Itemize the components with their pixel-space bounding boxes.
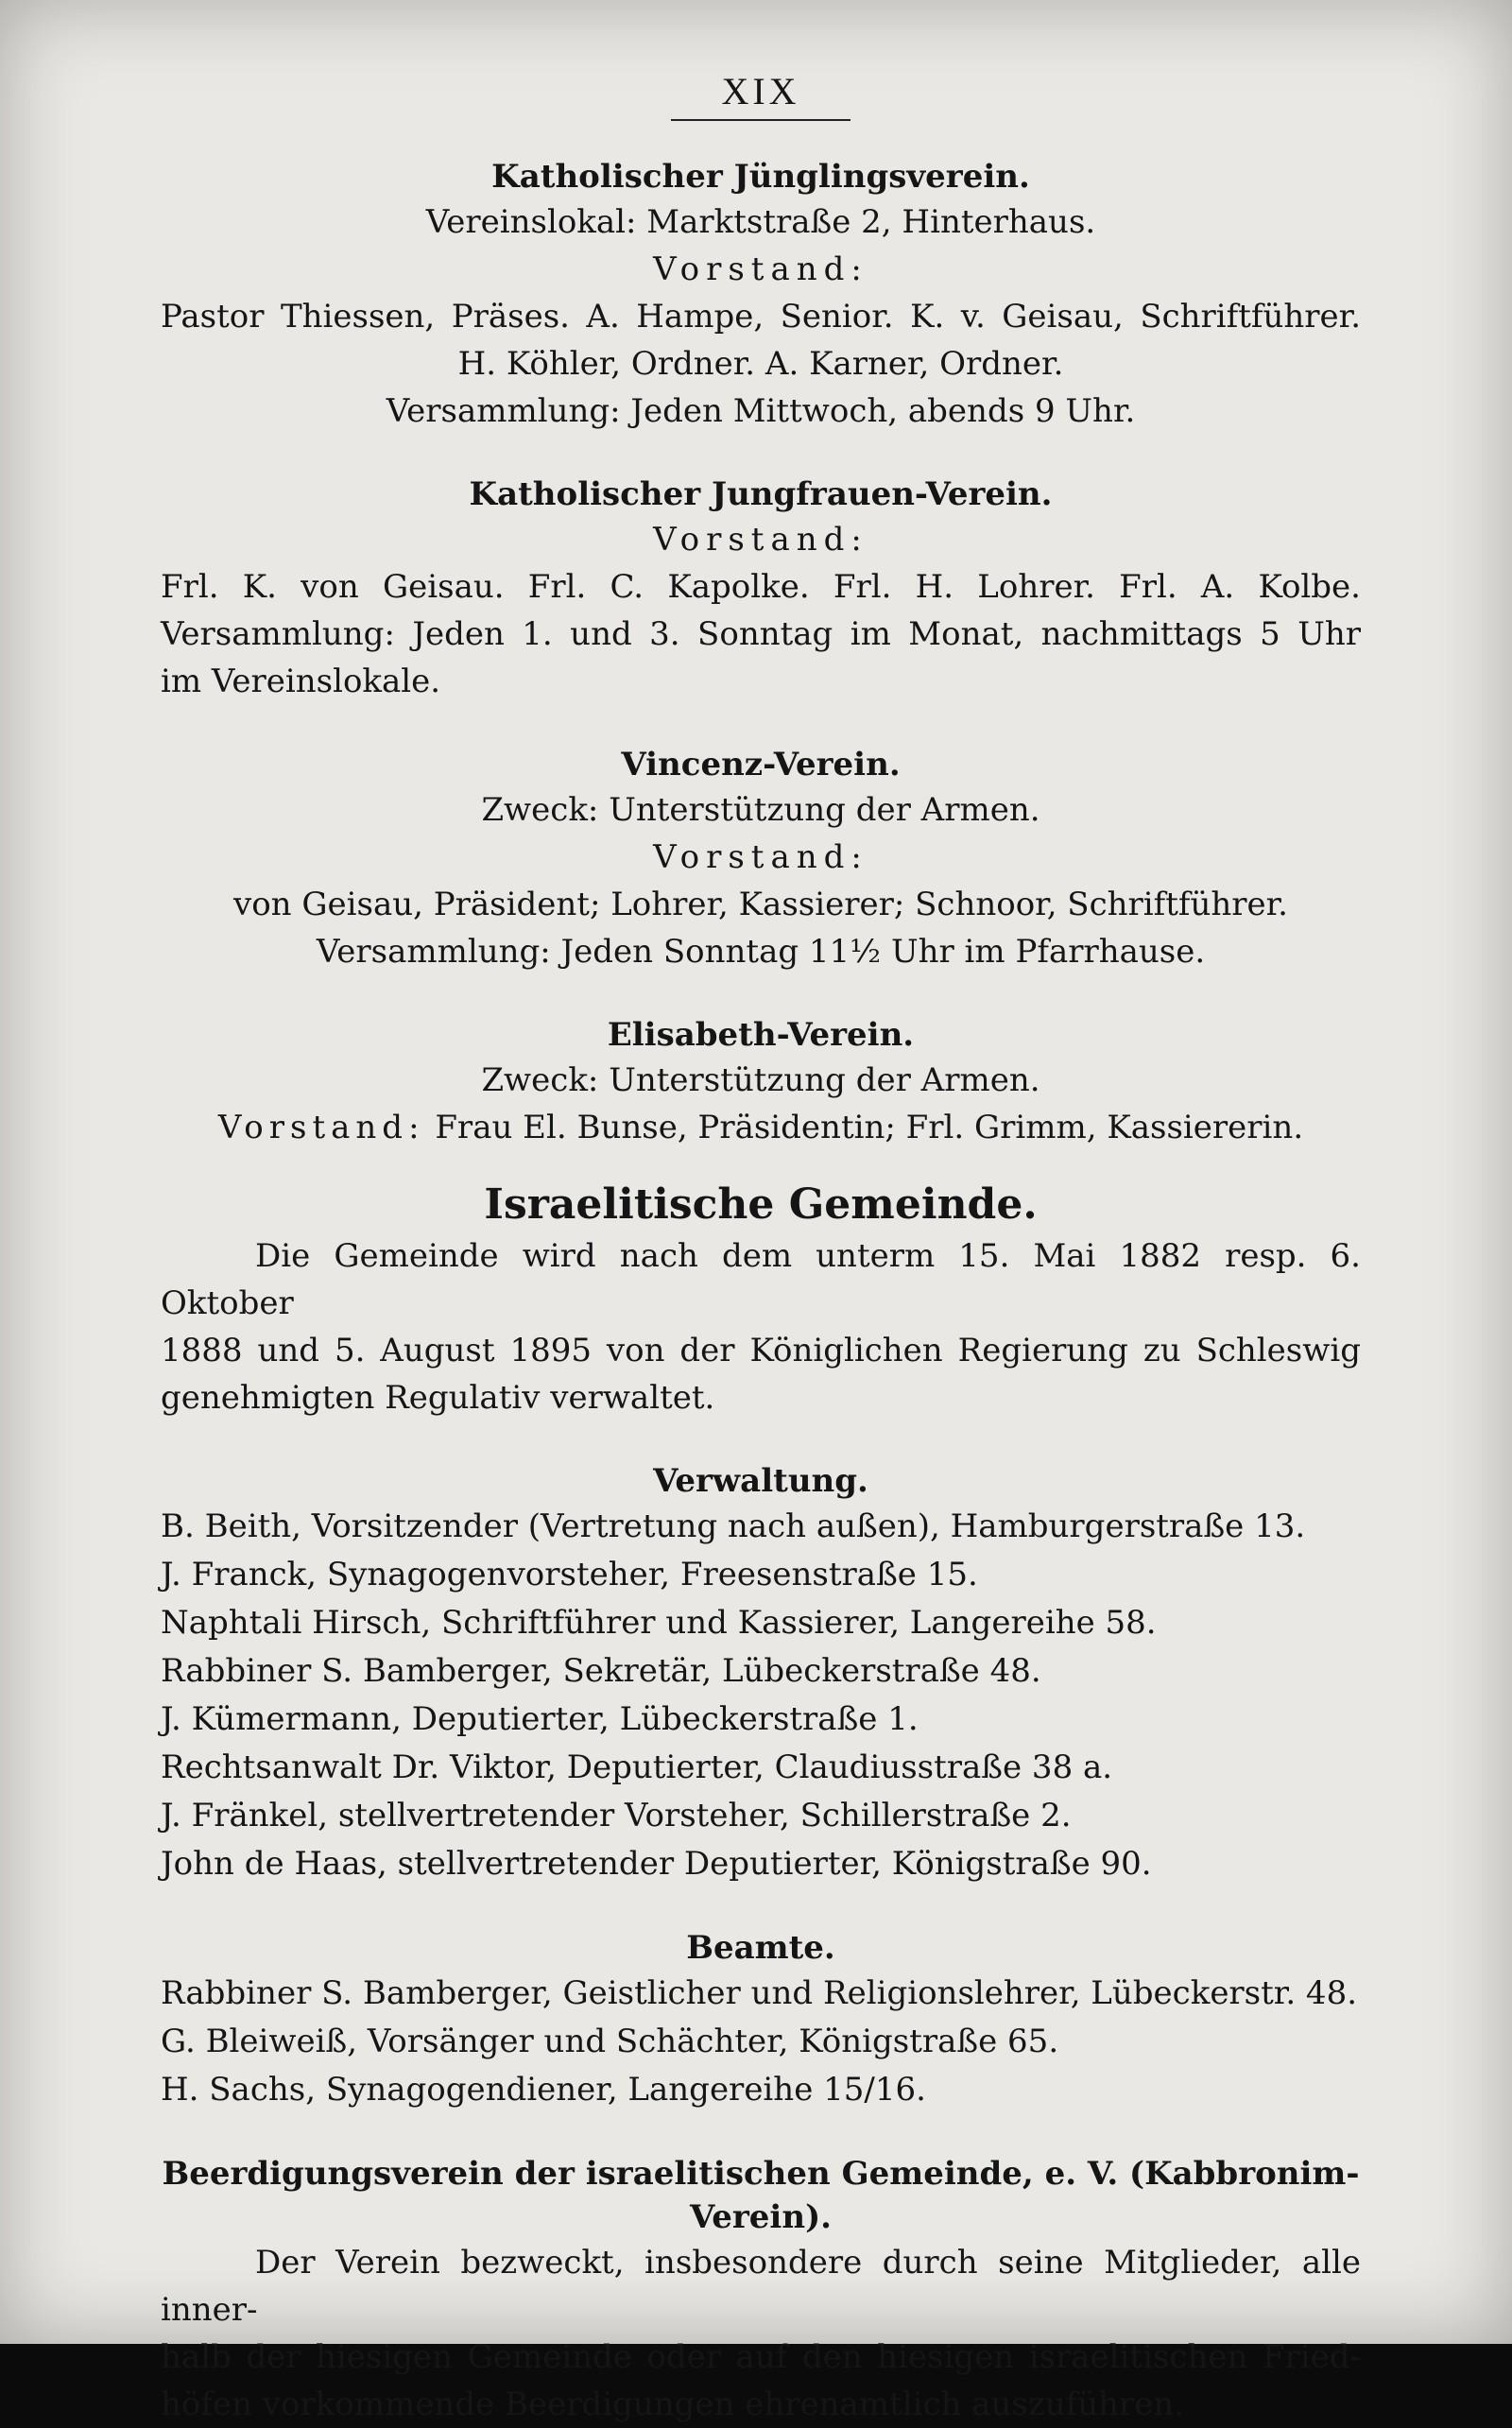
list-item: J. Fränkel, stellvertretender Vorsteher, Schillerstraße 2. (161, 1797, 1072, 1834)
beamte-list (161, 1970, 1361, 2114)
vorstand-label: Vorstand: (653, 250, 868, 288)
vorstand-line: von Geisau, Präsident; Lohrer, Kassierer; Schnoor, Schriftführer. (233, 886, 1288, 923)
versammlung-line: Versammlung: Jeden Mittwoch, abends 9 Uhr. (386, 392, 1136, 430)
vorstand-line (161, 1104, 1361, 1151)
section-vincenz-verein (161, 743, 1361, 975)
text-line: höfen vorkommende Beerdigungen ehrenamtlich auszuführen. (161, 2385, 1185, 2423)
text-line: halb der hiesigen Gemeinde oder auf den hiesigen israelitischen Fried- (161, 2338, 1361, 2376)
section-israelitische-gemeinde (161, 1178, 1361, 2114)
versammlung-line: Versammlung: Jeden 1. und 3. Sonntag im Monat, nachmittags 5 Uhr (161, 615, 1361, 653)
list-item: Rechtsanwalt Dr. Viktor, Deputierter, Claudiusstraße 38 a. (161, 1748, 1113, 1786)
vorstand-label: Vorstand: (653, 838, 868, 876)
text-line: Der Verein bezweckt, insbesondere durch seine Mitglieder, alle inner- (161, 2244, 1361, 2329)
section-elisabeth-verein (161, 1013, 1361, 1151)
page-number-rule (671, 119, 850, 121)
list-item: B. Beith, Vorsitzender (Vertretung nach außen), Hamburgerstraße 13. (161, 1507, 1306, 1545)
list-item: Rabbiner S. Bamberger, Sekretär, Lübeckerstraße 48. (161, 1652, 1041, 1690)
section-juenglingsverein (161, 155, 1361, 435)
list-item: J. Franck, Synagogenvorsteher, Freesenstraße 15. (161, 1556, 978, 1593)
versammlung-line: im Vereinslokale. (161, 663, 441, 700)
vorstand-label: Vorstand: (653, 521, 868, 559)
vorstand-label: Vorstand: (217, 1109, 425, 1146)
section-title: Israelitische Gemeinde. (484, 1180, 1038, 1229)
subsection-title-beamte: Beamte. (686, 1929, 835, 1967)
list-item: Naphtali Hirsch, Schriftführer und Kassierer, Langereihe 58. (161, 1604, 1157, 1642)
section-title: Vincenz-Verein. (621, 746, 901, 784)
vorstand-line: Pastor Thiessen, Präses. A. Hampe, Senior. K. v. Geisau, Schriftführer. (161, 298, 1361, 336)
list-item: John de Haas, stellvertretender Deputierter, Königstraße 90. (161, 1845, 1152, 1883)
subsection-title-verwaltung: Verwaltung. (653, 1462, 868, 1500)
intro-line: 1888 und 5. August 1895 von der Königlichen Regierung zu Schleswig (161, 1332, 1361, 1369)
page-number: XIX (721, 70, 800, 112)
verwaltung-list (161, 1503, 1361, 1888)
list-item: H. Sachs, Synagogendiener, Langereihe 15/16. (161, 2071, 926, 2109)
section-title: Katholischer Jünglingsverein. (491, 158, 1030, 196)
vorstand-text: Frau El. Bunse, Präsidentin; Frl. Grimm, Kassiererin. (435, 1109, 1304, 1146)
section-beerdigungsverein (161, 2152, 1361, 2428)
intro-line: Die Gemeinde wird nach dem unterm 15. Mai 1882 resp. 6. Oktober (161, 1237, 1361, 1322)
section-title: Katholischer Jungfrauen-Verein. (469, 475, 1053, 513)
list-item: J. Kümermann, Deputierter, Lübeckerstraße 1. (161, 1700, 919, 1738)
section-jungfrauen-verein (161, 473, 1361, 705)
intro-line: genehmigten Regulativ verwaltet. (161, 1379, 715, 1417)
text-column (161, 68, 1361, 2428)
zweck-line: Zweck: Unterstützung der Armen. (481, 1061, 1040, 1099)
list-item: G. Bleiweiß, Vorsänger und Schächter, Königstraße 65. (161, 2023, 1059, 2060)
section-title: Beerdigungsverein der israelitischen Gemeinde, e. V. (Kabbronim-Verein). (162, 2155, 1360, 2236)
versammlung-line: Versammlung: Jeden Sonntag 11½ Uhr im Pfarrhause. (316, 933, 1206, 971)
section-title: Elisabeth-Verein. (607, 1016, 915, 1054)
vorstand-line: Frl. K. von Geisau. Frl. C. Kapolke. Frl. H. Lohrer. Frl. A. Kolbe. (161, 568, 1361, 606)
list-item: Rabbiner S. Bamberger, Geistlicher und Religionslehrer, Lübeckerstr. 48. (161, 1974, 1358, 2012)
vorstand-line: H. Köhler, Ordner. A. Karner, Ordner. (457, 345, 1064, 383)
zweck-line: Zweck: Unterstützung der Armen. (481, 791, 1040, 829)
vereinslokal-line: Vereinslokal: Marktstraße 2, Hinterhaus. (425, 203, 1096, 241)
